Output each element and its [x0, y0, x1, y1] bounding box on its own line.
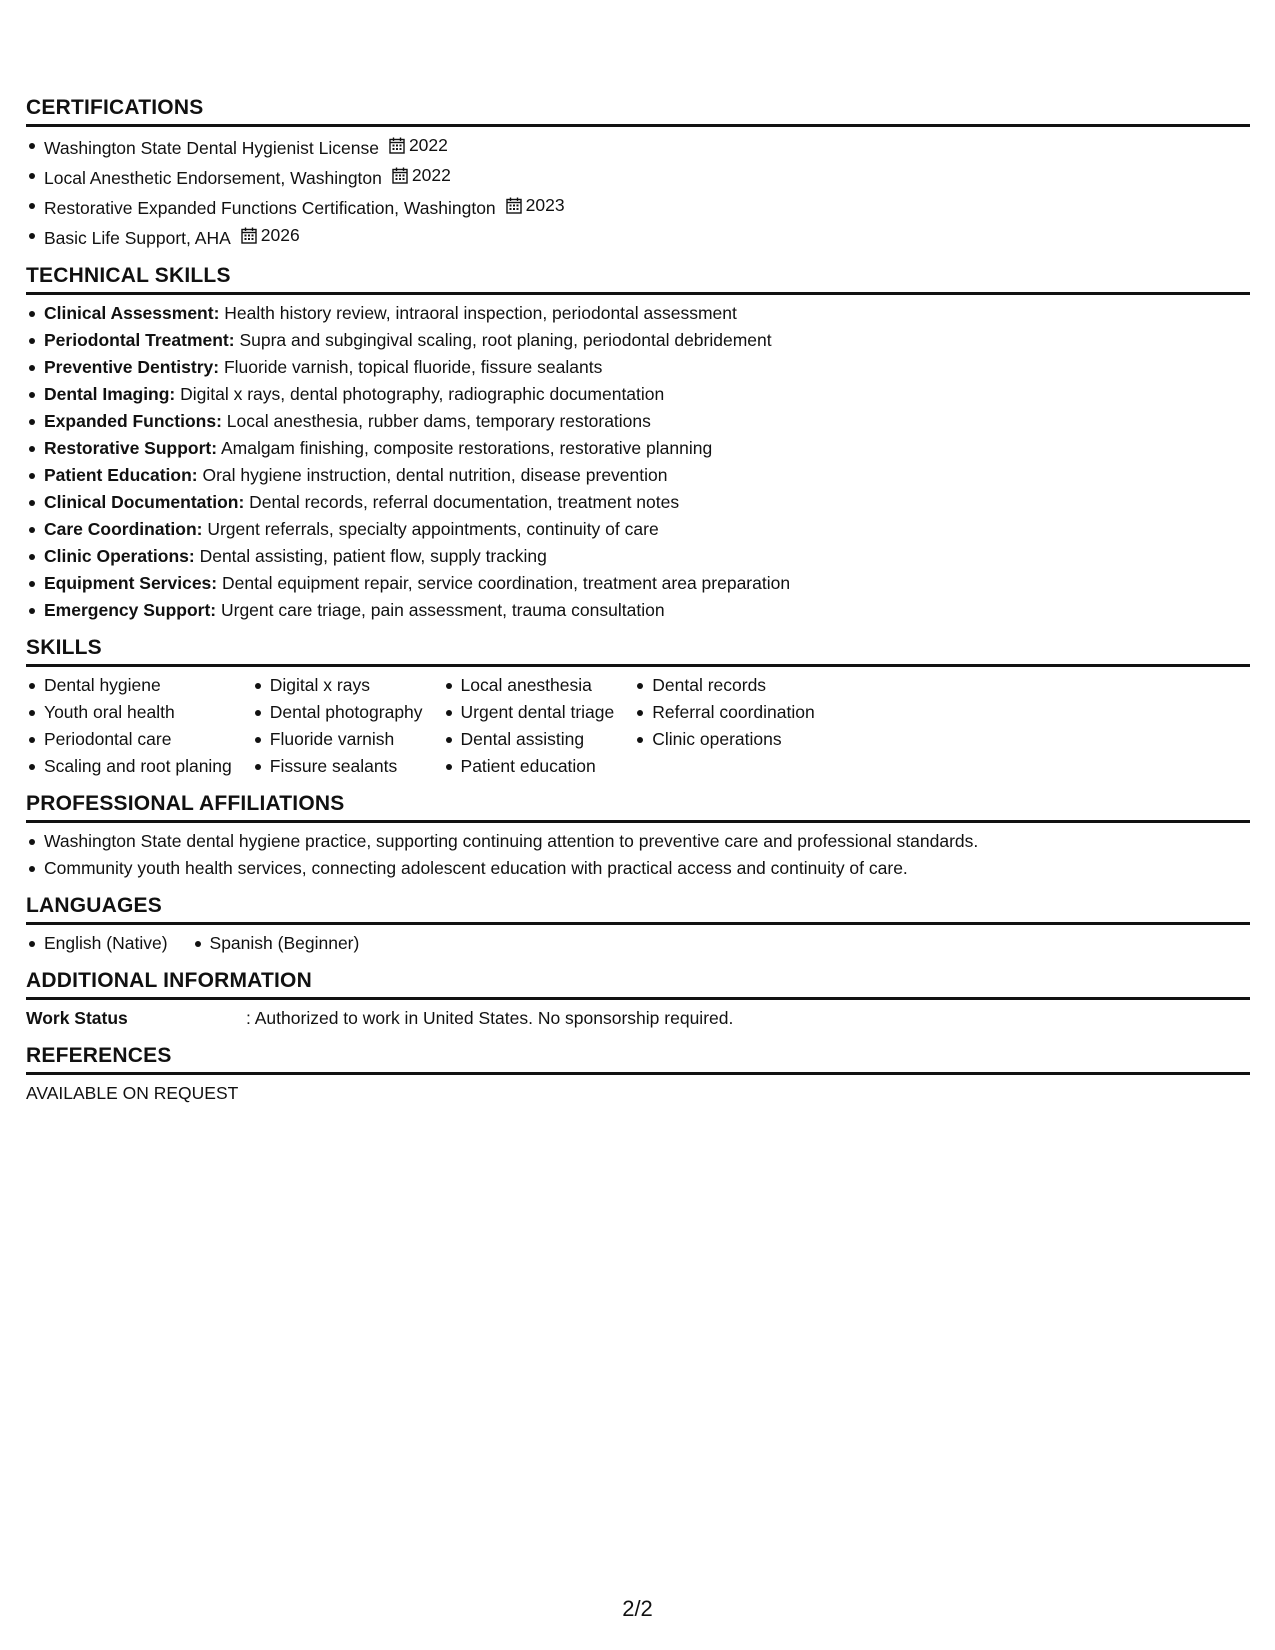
skills-heading: SKILLS [26, 636, 1250, 667]
certification-year: 2023 [525, 195, 565, 215]
technical-skill-item [26, 381, 1250, 408]
skill-item: Urgent dental triage [443, 699, 615, 726]
certification-date [506, 192, 565, 219]
skill-item: Fluoride varnish [252, 726, 423, 753]
certification-item [26, 222, 1250, 252]
skill-item: Youth oral health [26, 699, 232, 726]
work-status-label: Work Status [26, 1008, 128, 1028]
skill-category-text: Urgent care triage, pain assessment, trauma consultation [216, 600, 665, 620]
certification-year: 2022 [408, 135, 448, 155]
languages-section [26, 894, 1250, 957]
references-section [26, 1044, 1250, 1107]
skill-category-text: Dental records, referral documentation, treatment notes [244, 492, 680, 512]
skill-category-text: Oral hygiene instruction, dental nutrition, disease prevention [197, 465, 668, 485]
technical-skills-list [26, 300, 1250, 624]
skill-item: Local anesthesia [443, 672, 615, 699]
work-status-value: : Authorized to work in United States. No sponsorship required. [246, 1008, 734, 1028]
certification-year: 2026 [260, 225, 300, 245]
certification-item [26, 192, 1250, 222]
skill-category-label: Restorative Support: [44, 438, 218, 458]
skill-category-label: Expanded Functions: [44, 411, 222, 431]
skill-item: Dental assisting [443, 726, 615, 753]
certification-date [392, 162, 451, 189]
certifications-section [26, 96, 1250, 252]
references-heading: REFERENCES [26, 1044, 1250, 1075]
technical-skill-item [26, 327, 1250, 354]
certifications-heading: CERTIFICATIONS [26, 96, 1250, 127]
skill-category-label: Equipment Services: [44, 573, 218, 593]
page-number: 2/2 [622, 1596, 653, 1621]
references-text: AVAILABLE ON REQUEST [26, 1083, 239, 1103]
skill-category-text: Fluoride varnish, topical fluoride, fissure sealants [219, 357, 603, 377]
languages-list [26, 930, 1250, 957]
technical-skill-item [26, 489, 1250, 516]
certification-date [241, 222, 300, 249]
skills-column [443, 672, 615, 780]
skill-item: Fissure sealants [252, 753, 423, 780]
skill-category-label: Patient Education: [44, 465, 198, 485]
technical-skill-item [26, 516, 1250, 543]
affiliations-list [26, 828, 1250, 882]
technical-skill-item [26, 462, 1250, 489]
calendar-icon [506, 197, 522, 214]
skill-item: Dental records [634, 672, 814, 699]
certification-name: Local Anesthetic Endorsement, Washington [44, 168, 382, 188]
skill-category-label: Clinic Operations: [44, 546, 195, 566]
work-status-row [26, 1005, 1250, 1032]
language-item: Spanish (Beginner) [192, 930, 360, 957]
calendar-icon [389, 137, 405, 154]
technical-skill-item [26, 354, 1250, 381]
certification-date [389, 132, 448, 159]
technical-skill-item [26, 570, 1250, 597]
skill-item: Patient education [443, 753, 615, 780]
skill-category-text: Local anesthesia, rubber dams, temporary restorations [221, 411, 651, 431]
technical-skills-section [26, 264, 1250, 624]
affiliation-item: Washington State dental hygiene practice, supporting continuing attention to preventive care and professional standards. [26, 828, 1250, 855]
technical-skill-item [26, 408, 1250, 435]
skill-item: Digital x rays [252, 672, 423, 699]
certification-item [26, 162, 1250, 192]
skills-column [252, 672, 423, 780]
skill-item: Dental hygiene [26, 672, 232, 699]
skill-category-label: Clinical Assessment: [44, 303, 220, 323]
skill-item: Referral coordination [634, 699, 814, 726]
skill-category-label: Dental Imaging: [44, 384, 176, 404]
skill-category-text: Dental equipment repair, service coordination, treatment area preparation [217, 573, 791, 593]
skills-column [634, 672, 814, 780]
skill-category-text: Urgent referrals, specialty appointments, continuity of care [202, 519, 659, 539]
skill-item: Dental photography [252, 699, 423, 726]
skill-category-label: Clinical Documentation: [44, 492, 245, 512]
certifications-list [26, 132, 1250, 252]
affiliations-section [26, 792, 1250, 882]
additional-info-section [26, 969, 1250, 1032]
skills-section [26, 636, 1250, 780]
certification-name: Washington State Dental Hygienist License [44, 138, 379, 158]
resume-page [26, 96, 1250, 1119]
technical-skill-item [26, 300, 1250, 327]
skill-category-text: Supra and subgingival scaling, root planing, periodontal debridement [234, 330, 772, 350]
skill-category-text: Amalgam finishing, composite restorations, restorative planning [217, 438, 713, 458]
skill-item: Clinic operations [634, 726, 814, 753]
skill-category-text: Digital x rays, dental photography, radiographic documentation [175, 384, 665, 404]
skill-category-label: Care Coordination: [44, 519, 203, 539]
technical-skill-item [26, 597, 1250, 624]
certification-name: Restorative Expanded Functions Certification, Washington [44, 198, 496, 218]
skill-item: Periodontal care [26, 726, 232, 753]
calendar-icon [392, 167, 408, 184]
skill-category-label: Preventive Dentistry: [44, 357, 220, 377]
technical-skill-item [26, 435, 1250, 462]
skill-category-text: Dental assisting, patient flow, supply tracking [194, 546, 547, 566]
languages-heading: LANGUAGES [26, 894, 1250, 925]
technical-skills-heading: TECHNICAL SKILLS [26, 264, 1250, 295]
certification-year: 2022 [411, 165, 451, 185]
calendar-icon [241, 227, 257, 244]
affiliations-heading: PROFESSIONAL AFFILIATIONS [26, 792, 1250, 823]
certification-item [26, 132, 1250, 162]
skill-item: Scaling and root planing [26, 753, 232, 780]
skill-category-label: Periodontal Treatment: [44, 330, 235, 350]
skills-column [26, 672, 232, 780]
certification-name: Basic Life Support, AHA [44, 228, 231, 248]
language-item: English (Native) [26, 930, 168, 957]
technical-skill-item [26, 543, 1250, 570]
affiliation-item: Community youth health services, connecting adolescent education with practical access and continuity of care. [26, 855, 1250, 882]
skill-category-text: Health history review, intraoral inspection, periodontal assessment [219, 303, 737, 323]
skill-category-label: Emergency Support: [44, 600, 217, 620]
skills-grid [26, 672, 1250, 780]
additional-info-heading: ADDITIONAL INFORMATION [26, 969, 1250, 1000]
